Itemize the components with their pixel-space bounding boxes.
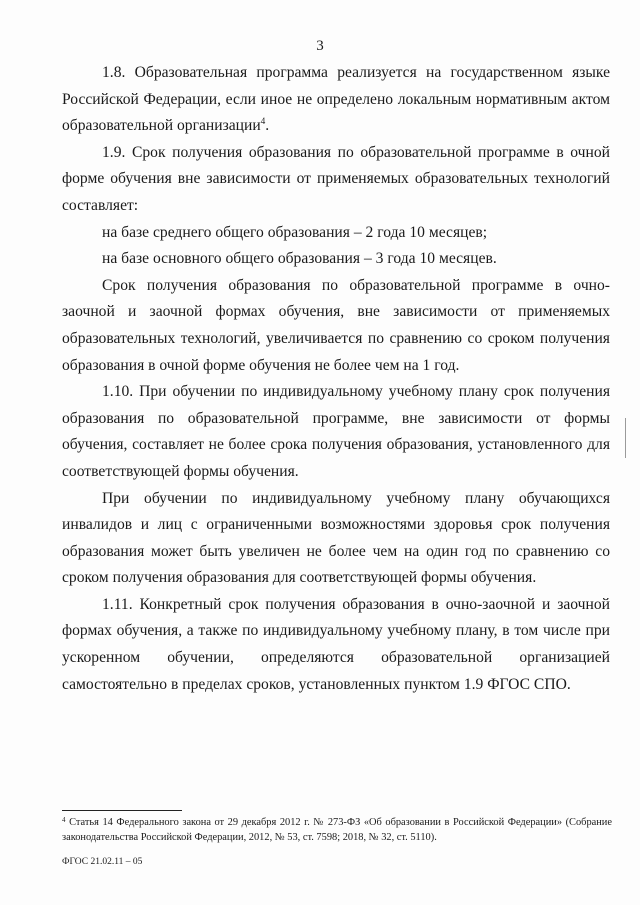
document-body	[62, 60, 610, 698]
footnote-text: Статья 14 Федерального закона от 29 декабря 2012 г. № 273-ФЗ «Об образовании в Российской Федерации» (Собрание законодательства Российской Федерации, 2012, № 53, ст. 7598; 2018, № 32, ст. 5110).	[62, 817, 612, 843]
paragraph-part-time-term: Срок получения образования по образовательной программе в очно-заочной и заочной формах обучения, вне зависимости от применяемых образовательных технологий, увеличивается по сравнению со сроком получения образования в очной форме обучения не более чем на 1 год.	[62, 276, 610, 374]
scan-artifact-line	[625, 418, 626, 458]
paragraph-individual-plan-disabled: При обучении по индивидуальному учебному плану обучающихся инвалидов и лиц с ограниченными возможностями здоровья срок получения образования может быть увеличен не более чем на один год по сравнению со сроком получения образования для соответствующей формы обучения.	[62, 489, 610, 587]
page-number: 3	[316, 38, 324, 54]
footnote-reference: 4	[260, 116, 266, 127]
footnote-mark: 4	[62, 816, 66, 824]
paragraph-1-8-end: .	[265, 117, 270, 135]
document-code: ФГОС 21.02.11 – 05	[62, 857, 143, 867]
footnote-divider	[62, 810, 182, 811]
paragraph-1-8	[62, 60, 610, 140]
paragraph-1-10: 1.10. При обучении по индивидуальному учебному плану срок получения образования по образовательной программе, вне зависимости от формы обучения, составляет не более срока получения образования, установленного для соответствующей формы обучения.	[62, 383, 610, 480]
paragraph-1-9: 1.9. Срок получения образования по образовательной программе в очной форме обучения вне зависимости от применяемых образовательных технологий составляет:	[62, 143, 610, 214]
paragraph-1-8-text: 1.8. Образовательная программа реализуется на государственном языке Российской Федерации, если иное не определено локальным нормативным актом образовательной организации	[62, 64, 610, 135]
paragraph-1-11: 1.11. Конкретный срок получения образования в очно-заочной и заочной формах обучения, а также по индивидуальному учебному плану, в том числе при ускоренном обучении, определяются образовательной организацией самостоятельно в пределах сроков, установленных пунктом 1.9 ФГОС СПО.	[62, 595, 610, 693]
list-item-basic-general: на базе основного общего образования – 3 года 10 месяцев.	[102, 250, 497, 268]
footnote	[62, 815, 612, 845]
list-item-secondary-general: на базе среднего общего образования – 2 года 10 месяцев;	[102, 223, 488, 241]
